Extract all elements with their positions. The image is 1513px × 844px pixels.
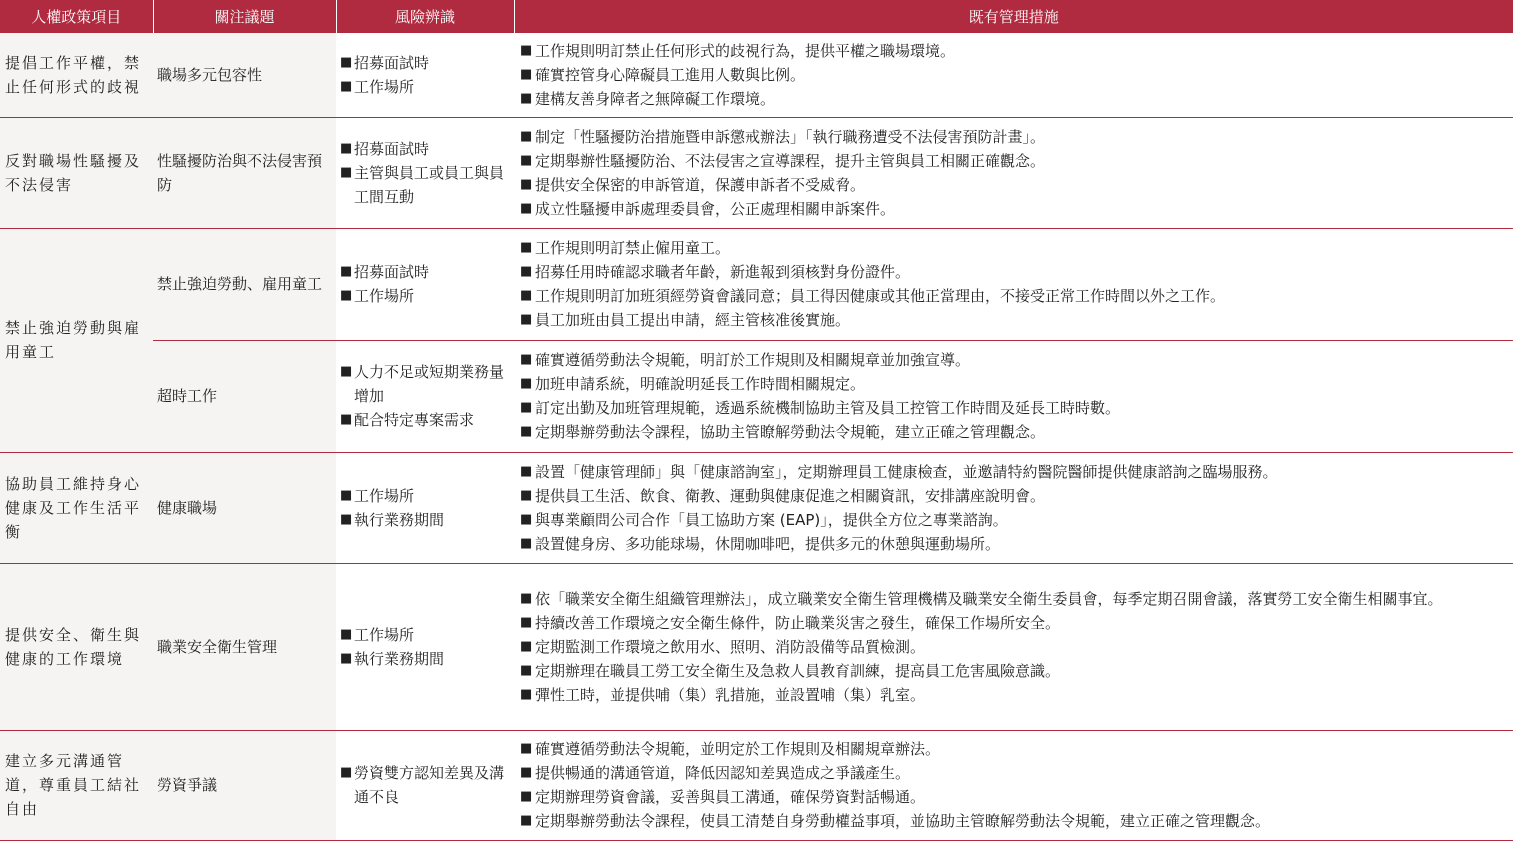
- bullet-icon: ■: [520, 789, 533, 804]
- bullet-icon: ■: [520, 352, 533, 367]
- bullet-icon: ■: [520, 424, 533, 439]
- risk-item: ■ 工作場所: [340, 75, 510, 99]
- table-row: [0, 228, 1513, 340]
- table-row: [0, 340, 1513, 452]
- measure-item: ■ 成立性騷擾申訴處理委員會，公正處理相關申訴案件。: [520, 197, 1509, 221]
- topic-cell: 健康職場: [153, 452, 336, 563]
- measure-item: ■ 設置「健康管理師」與「健康諮詢室」，定期辦理員工健康檢查，並邀請特約醫院醫師提供健康諮詢之臨場服務。: [520, 460, 1509, 484]
- risk-item: ■ 工作場所: [340, 284, 510, 308]
- risk-cell: [336, 340, 514, 452]
- bullet-icon: ■: [340, 364, 353, 379]
- measure-item: ■ 工作規則明訂禁止僱用童工。: [520, 236, 1509, 260]
- bullet-icon: ■: [520, 312, 533, 327]
- measures-cell: [514, 33, 1513, 117]
- bullet-icon: ■: [520, 66, 533, 82]
- measure-item: ■ 定期舉辦勞動法令課程，協助主管瞭解勞動法令規範，建立正確之管理觀念。: [520, 420, 1509, 444]
- bullet-icon: ■: [520, 662, 533, 678]
- measure-item: ■ 依「職業安全衛生組織管理辦法」，成立職業安全衛生管理機構及職業安全衛生委員會，每季定期召開會議，落實勞工安全衛生相關事宜。: [520, 587, 1509, 611]
- risk-item: ■ 主管與員工或員工與員工間互動: [340, 161, 510, 209]
- measure-item: ■ 提供安全保密的申訴管道，保護申訴者不受威脅。: [520, 173, 1509, 197]
- measure-item: ■ 定期辦理勞資會議，妥善與員工溝通，確保勞資對話暢通。: [520, 785, 1509, 809]
- bullet-icon: ■: [520, 463, 533, 479]
- bullet-icon: ■: [520, 614, 533, 630]
- measure-item: ■ 確實遵循勞動法令規範，並明定於工作規則及相關規章辦法。: [520, 737, 1509, 761]
- bullet-icon: ■: [340, 765, 353, 780]
- measure-item: ■ 制定「性騷擾防治措施暨申訴懲戒辦法」「執行職務遭受不法侵害預防計畫」。: [520, 125, 1509, 149]
- topic-cell: 勞資爭議: [153, 730, 336, 840]
- header-topic: 關注議題: [153, 0, 336, 33]
- bullet-icon: ■: [340, 511, 353, 527]
- bullet-icon: ■: [340, 487, 353, 503]
- measure-item: ■ 持續改善工作環境之安全衛生條件，防止職業災害之發生，確保工作場所安全。: [520, 611, 1509, 635]
- header-measures: 既有管理措施: [514, 0, 1513, 33]
- bullet-icon: ■: [520, 42, 533, 58]
- measure-item: ■ 提供員工生活、飲食、衛教、運動與健康促進之相關資訊，安排講座說明會。: [520, 484, 1509, 508]
- risk-item: ■ 招募面試時: [340, 137, 510, 161]
- policy-cell: 禁止強迫勞動與雇用童工: [0, 228, 153, 452]
- bullet-icon: ■: [520, 128, 533, 144]
- bullet-icon: ■: [340, 78, 353, 94]
- bullet-icon: ■: [520, 176, 533, 192]
- risk-item: ■ 人力不足或短期業務量增加: [340, 360, 510, 408]
- table-row: [0, 33, 1513, 117]
- policy-cell: 提供安全、衛生與健康的工作環境: [0, 563, 153, 730]
- header-risk: 風險辨識: [336, 0, 514, 33]
- bullet-icon: ■: [520, 264, 533, 279]
- header-policy: 人權政策項目: [0, 0, 153, 33]
- bullet-icon: ■: [520, 590, 533, 606]
- measure-item: ■ 招募任用時確認求職者年齡，新進報到須核對身份證件。: [520, 260, 1509, 284]
- risk-item: ■ 工作場所: [340, 484, 510, 508]
- table-header: [0, 0, 1513, 33]
- measure-item: ■ 工作規則明訂加班須經勞資會議同意；員工得因健康或其他正當理由，不接受正常工作時間以外之工作。: [520, 284, 1509, 308]
- risk-item: ■ 勞資雙方認知差異及溝通不良: [340, 761, 510, 809]
- risk-cell: [336, 563, 514, 730]
- bullet-icon: ■: [340, 288, 353, 303]
- table-row: [0, 563, 1513, 730]
- bullet-icon: ■: [340, 626, 353, 642]
- measure-item: ■ 訂定出勤及加班管理規範，透過系統機制協助主管及員工控管工作時間及延長工時時數。: [520, 396, 1509, 420]
- measure-item: ■ 定期監測工作環境之飲用水、照明、消防設備等品質檢測。: [520, 635, 1509, 659]
- policy-cell: 協助員工維持身心健康及工作生活平衡: [0, 452, 153, 563]
- measures-cell: [514, 228, 1513, 340]
- measure-item: ■ 員工加班由員工提出申請，經主管核准後實施。: [520, 308, 1509, 332]
- measure-item: ■ 提供暢通的溝通管道，降低因認知差異造成之爭議產生。: [520, 761, 1509, 785]
- measure-item: ■ 確實控管身心障礙員工進用人數與比例。: [520, 63, 1509, 87]
- bullet-icon: ■: [520, 487, 533, 503]
- bullet-icon: ■: [340, 650, 353, 666]
- measure-item: ■ 定期舉辦勞動法令課程，使員工清楚自身勞動權益事項，並協助主管瞭解勞動法令規範，建立正確之管理觀念。: [520, 809, 1509, 833]
- measures-cell: [514, 563, 1513, 730]
- measure-item: ■ 確實遵循勞動法令規範，明訂於工作規則及相關規章並加強宣導。: [520, 348, 1509, 372]
- policy-cell: 建立多元溝通管道，尊重員工結社自由: [0, 730, 153, 840]
- bullet-icon: ■: [340, 164, 353, 180]
- risk-cell: [336, 730, 514, 840]
- topic-cell: 性騷擾防治與不法侵害預防: [153, 117, 336, 228]
- risk-item: ■ 配合特定專案需求: [340, 408, 510, 432]
- measure-item: ■ 加班申請系統，明確說明延長工作時間相關規定。: [520, 372, 1509, 396]
- topic-cell: 職業安全衛生管理: [153, 563, 336, 730]
- topic-cell: 職場多元包容性: [153, 33, 336, 117]
- measure-item: ■ 建構友善身障者之無障礙工作環境。: [520, 87, 1509, 111]
- bullet-icon: ■: [520, 90, 533, 106]
- measures-cell: [514, 117, 1513, 228]
- measure-item: ■ 定期舉辦性騷擾防治、不法侵害之宣導課程，提升主管與員工相關正確觀念。: [520, 149, 1509, 173]
- measure-item: ■ 設置健身房、多功能球場，休閒咖啡吧，提供多元的休憩與運動場所。: [520, 532, 1509, 556]
- bullet-icon: ■: [520, 152, 533, 168]
- bullet-icon: ■: [520, 376, 533, 391]
- bullet-icon: ■: [520, 686, 533, 702]
- table-row: [0, 117, 1513, 228]
- risk-cell: [336, 452, 514, 563]
- risk-item: ■ 執行業務期間: [340, 647, 510, 671]
- bullet-icon: ■: [340, 412, 353, 427]
- bullet-icon: ■: [520, 535, 533, 551]
- bullet-icon: ■: [340, 264, 353, 279]
- risk-cell: [336, 33, 514, 117]
- bullet-icon: ■: [520, 240, 533, 255]
- measure-item: ■ 工作規則明訂禁止任何形式的歧視行為，提供平權之職場環境。: [520, 39, 1509, 63]
- risk-item: ■ 執行業務期間: [340, 508, 510, 532]
- bullet-icon: ■: [520, 288, 533, 303]
- bullet-icon: ■: [520, 638, 533, 654]
- topic-cell: 禁止強迫勞動、雇用童工: [153, 228, 336, 340]
- bullet-icon: ■: [520, 765, 533, 780]
- bullet-icon: ■: [520, 200, 533, 216]
- measures-cell: [514, 730, 1513, 840]
- risk-item: ■ 招募面試時: [340, 51, 510, 75]
- topic-cell: 超時工作: [153, 340, 336, 452]
- policy-cell: 反對職場性騷擾及不法侵害: [0, 117, 153, 228]
- policy-cell: 提倡工作平權，禁止任何形式的歧視: [0, 33, 153, 117]
- bullet-icon: ■: [520, 813, 533, 828]
- table-row: [0, 730, 1513, 840]
- measure-item: ■ 定期辦理在職員工勞工安全衛生及急救人員教育訓練，提高員工危害風險意識。: [520, 659, 1509, 683]
- bullet-icon: ■: [520, 511, 533, 527]
- risk-item: ■ 招募面試時: [340, 260, 510, 284]
- measures-cell: [514, 340, 1513, 452]
- bullet-icon: ■: [520, 741, 533, 756]
- risk-cell: [336, 228, 514, 340]
- risk-item: ■ 工作場所: [340, 623, 510, 647]
- measures-cell: [514, 452, 1513, 563]
- bullet-icon: ■: [520, 400, 533, 415]
- measure-item: ■ 與專業顧問公司合作「員工協助方案 (EAP)」，提供全方位之專業諮詢。: [520, 508, 1509, 532]
- bullet-icon: ■: [340, 54, 353, 70]
- measure-item: ■ 彈性工時，並提供哺（集）乳措施，並設置哺（集）乳室。: [520, 683, 1509, 707]
- bullet-icon: ■: [340, 140, 353, 156]
- table-row: [0, 452, 1513, 563]
- risk-cell: [336, 117, 514, 228]
